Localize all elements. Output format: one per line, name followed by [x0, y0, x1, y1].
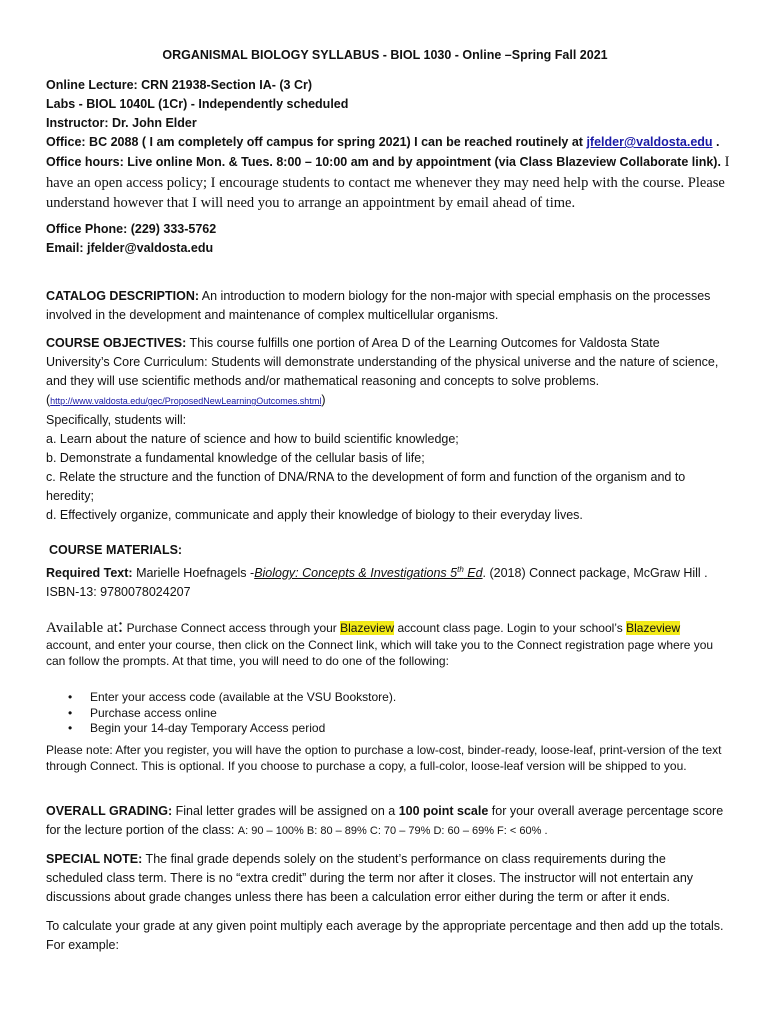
objectives-url-line	[46, 391, 726, 411]
course-objectives	[46, 334, 726, 525]
course-materials	[46, 541, 726, 602]
objectives-text: This course fulfills one portion of Area D of the Learning Outcomes for Valdosta State University’s Core Curriculum: Students will demonstrate understanding of the physical universe and the nature of science, and they will use scientific methods and/or mathematical reasoning and concepts to solve problems.	[46, 336, 719, 388]
grade-calculation: To calculate your grade at any given point multiply each average by the appropriate percentage and then add up the totals. For example:	[46, 919, 724, 952]
catalog-label: CATALOG DESCRIPTION:	[46, 289, 200, 303]
access-options	[46, 690, 726, 737]
objective-item: c. Relate the structure and the function of DNA/RNA to the development of form and function of the organism and to heredity;	[46, 470, 686, 503]
instructor-line: Instructor: Dr. John Elder	[46, 116, 197, 130]
catalog-description	[46, 287, 726, 325]
required-text	[46, 560, 726, 583]
available-text-2: account class page. Login to your school’s	[394, 621, 627, 635]
blazeview-highlight: Blazeview	[626, 621, 681, 635]
office-phone: Office Phone: (229) 333-5762	[46, 222, 217, 236]
contact-info	[46, 220, 726, 258]
objectives-intro: Specifically, students will:	[46, 413, 187, 427]
office-email-link[interactable]: jfelder@valdosta.edu	[586, 135, 713, 149]
grading-text-2: for your overall average percentage score for the lecture portion of the class:	[46, 804, 724, 837]
blazeview-highlight: Blazeview	[340, 621, 395, 635]
labs-line: Labs - BIOL 1040L (1Cr) - Independently scheduled	[46, 97, 349, 111]
available-lead: Available at	[46, 620, 118, 636]
grade-scale: A: 90 – 100% B: 80 – 89% C: 70 – 79% D: 60 – 69% F: < 60% .	[237, 825, 548, 837]
learning-outcomes-link[interactable]: http://www.valdosta.edu/gec/ProposedNewLearningOutcomes.shtml	[50, 396, 322, 406]
office-hours-label: Office hours: Live online Mon. & Tues. 8:00 – 10:00 am and by appointment (via Class Blazeview Collaborate link).	[46, 155, 721, 169]
required-text-label: Required Text:	[46, 566, 133, 581]
catalog-text: An introduction to modern biology for the non-major with special emphasis on the processes involved in the development and maintenance of complex multicellular organisms.	[46, 289, 711, 322]
access-option-item: • Purchase access online	[90, 706, 726, 722]
textbook-author: Marielle Hoefnagels -	[132, 566, 255, 581]
grading-text-1: Final letter grades will be assigned on a	[172, 804, 399, 818]
overall-grading	[46, 802, 726, 841]
access-option-item: • Enter your access code (available at the VSU Bookstore).	[90, 690, 726, 706]
objectives-paragraph	[46, 334, 726, 391]
office-suffix: .	[712, 135, 720, 149]
office-line	[46, 133, 726, 152]
textbook-title-text: Biology: Concepts & Investigations 5	[254, 566, 458, 581]
paren-open: (	[46, 393, 51, 407]
objective-item: b. Demonstrate a fundamental knowledge of the cellular basis of life;	[46, 451, 425, 465]
materials-label: COURSE MATERIALS:	[49, 543, 183, 557]
available-text-3: account, and enter your course, then click on the Connect link, which will take you to the Connect registration page where you can follow the prompts. At that time, you will need to do one of the following:	[46, 637, 714, 668]
special-note-text: The final grade depends solely on the student’s performance on class requirements during the scheduled class term. There is no “extra credit” during the term nor after it closes. The instructor will not entertain any discussions about grade changes unless there has been a calculation error either during the term or after it ends.	[46, 852, 694, 904]
office-hours	[46, 152, 736, 214]
edition-sup: th	[457, 565, 464, 574]
page-title: ORGANISMAL BIOLOGY SYLLABUS - BIOL 1030 - Online –Spring Fall 2021	[162, 48, 608, 62]
access-options-list	[46, 690, 726, 737]
available-colon: :	[117, 615, 124, 637]
special-note	[46, 850, 726, 907]
textbook-publisher: . (2018) Connect package, McGraw Hill .	[482, 566, 708, 581]
access-option-item: • Begin your 14-day Temporary Access period	[90, 721, 726, 737]
register-note: Please note: After you register, you will have the option to purchase a low-cost, binder-ready, loose-leaf, print-version of the text through Connect. This is optional. If you choose to purchase a copy, a full-color, loose-leaf version will be shipped to you.	[46, 743, 722, 773]
available-text-1: Purchase Connect access through your	[123, 621, 341, 635]
course-header	[46, 76, 726, 152]
office-hours-policy: I have an open access policy; I encourage students to contact me whenever they may need help with the course. Please understand however that I will need you to arrange an appointment by email ahead of time.	[46, 154, 730, 211]
special-note-label: SPECIAL NOTE:	[46, 852, 143, 866]
paren-close: )	[321, 393, 326, 407]
textbook-title	[254, 566, 482, 580]
office-text: Office: BC 2088 ( I am completely off campus for spring 2021) I can be reached routinely at	[46, 135, 587, 149]
availability-paragraph	[46, 615, 726, 670]
grading-label: OVERALL GRADING:	[46, 804, 173, 818]
objectives-label: COURSE OBJECTIVES:	[46, 336, 187, 350]
isbn: ISBN-13: 9780078024207	[46, 585, 191, 600]
contact-email: Email: jfelder@valdosta.edu	[46, 241, 214, 255]
lecture-line: Online Lecture: CRN 21938-Section IA- (3 Cr)	[46, 78, 313, 92]
objective-item: d. Effectively organize, communicate and apply their knowledge of biology to their everyday lives.	[46, 508, 583, 522]
objective-item: a. Learn about the nature of science and how to build scientific knowledge;	[46, 432, 459, 446]
grading-scale-bold: 100 point scale	[398, 804, 489, 818]
edition-suffix: Ed	[463, 566, 483, 581]
